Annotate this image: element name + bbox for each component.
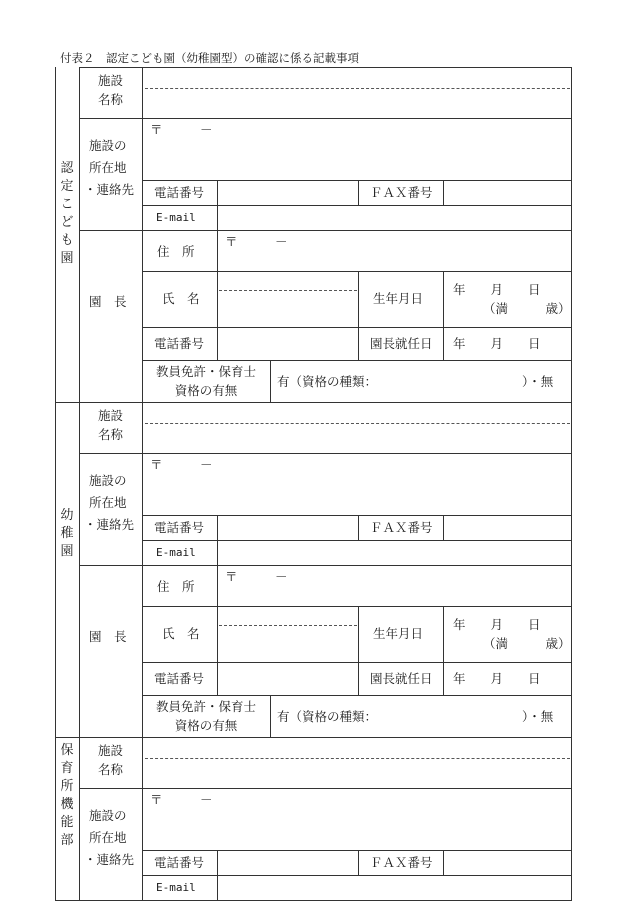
license-label: 資格の有無: [174, 718, 238, 733]
director-phone-label: 電話番号: [154, 336, 205, 351]
email-label: E-mail: [156, 546, 196, 559]
section-label-hoikusho-char: 部: [60, 833, 74, 848]
location-label: 施設の: [89, 808, 127, 823]
postal-dash: －: [275, 234, 288, 249]
section-label-kodomoen-char: 園: [60, 251, 74, 266]
license-answer-suffix: ）・無: [522, 374, 554, 389]
grid-line: [358, 515, 359, 540]
section-label-hoikusho-char: 所: [60, 779, 74, 794]
postal-mark: 〒: [150, 457, 163, 472]
appointed-label: 園長就任日: [370, 336, 433, 351]
grid-line: [142, 327, 572, 328]
director-name-write-line: [219, 290, 357, 291]
grid-line: [79, 788, 572, 789]
grid-line: [55, 737, 56, 900]
facility-name-write-line: [145, 758, 570, 759]
email-label: E-mail: [156, 211, 196, 224]
facility-name-label: 施設: [97, 743, 123, 758]
section-label-kodomoen-char: ど: [60, 215, 74, 230]
postal-mark: 〒: [150, 122, 163, 137]
grid-line: [142, 875, 572, 876]
grid-line: [79, 453, 572, 454]
grid-line: [358, 850, 359, 875]
section-label-kodomoen-char: こ: [60, 197, 74, 212]
location-label: 所在地: [89, 495, 127, 510]
section-label-kodomoen-char: も: [60, 233, 74, 248]
page-title: 付表２ 認定こども園（幼稚園型）の確認に係る記載事項: [60, 51, 359, 65]
grid-line: [142, 737, 143, 900]
grid-line: [358, 180, 359, 205]
grid-line: [142, 850, 572, 851]
grid-line: [142, 565, 143, 737]
grid-line: [55, 67, 56, 402]
grid-line: [142, 695, 572, 696]
grid-line: [571, 737, 572, 900]
grid-line: [571, 402, 572, 737]
license-answer: 有（資格の種類：: [277, 374, 378, 389]
fax-label: ＦＡＸ番号: [370, 520, 433, 535]
director-label: 園 長: [89, 629, 127, 644]
name-label: 氏 名: [162, 626, 200, 641]
grid-line: [79, 737, 80, 900]
postal-dash: －: [200, 792, 213, 807]
address-label: 住 所: [157, 579, 195, 594]
birthdate-ymd: 年 月 日: [453, 617, 541, 632]
license-label: 教員免許・保育士: [155, 364, 256, 379]
facility-name-label: 名称: [97, 92, 123, 107]
facility-name-write-line: [145, 423, 570, 424]
grid-line: [142, 402, 143, 565]
section-label-hoikusho-char: 機: [60, 797, 74, 812]
location-label: 施設の: [89, 473, 127, 488]
grid-line: [142, 67, 143, 230]
phone-label: 電話番号: [154, 520, 205, 535]
section-label-youchien-char: 幼: [60, 508, 74, 523]
grid-line: [142, 662, 572, 663]
appointed-ymd: 年 月 日: [453, 336, 541, 351]
grid-line: [142, 271, 572, 272]
postal-dash: －: [275, 569, 288, 584]
location-label: 施設の: [89, 138, 127, 153]
location-label: ・連絡先: [84, 182, 135, 197]
grid-line: [142, 360, 572, 361]
email-label: E-mail: [156, 881, 196, 894]
grid-line: [55, 900, 572, 901]
postal-dash: －: [200, 122, 213, 137]
location-label: 所在地: [89, 160, 127, 175]
appointed-label: 園長就任日: [370, 671, 433, 686]
director-phone-label: 電話番号: [154, 671, 205, 686]
fax-label: ＦＡＸ番号: [370, 185, 433, 200]
section-label-youchien-char: 稚: [60, 526, 74, 541]
phone-label: 電話番号: [154, 855, 205, 870]
grid-line: [79, 402, 572, 403]
age-label: （満 歳）: [483, 301, 571, 316]
grid-line: [79, 737, 572, 738]
grid-line: [55, 402, 56, 737]
grid-line: [79, 67, 572, 68]
grid-line: [79, 230, 572, 231]
address-label: 住 所: [157, 244, 195, 259]
grid-line: [142, 205, 572, 206]
license-answer-suffix: ）・無: [522, 709, 554, 724]
grid-line: [79, 67, 80, 402]
grid-line: [270, 695, 271, 737]
grid-line: [142, 230, 143, 402]
grid-line: [270, 360, 271, 402]
grid-line: [142, 540, 572, 541]
director-label: 園 長: [89, 294, 127, 309]
facility-name-label: 名称: [97, 762, 123, 777]
location-label: ・連絡先: [84, 852, 135, 867]
facility-name-write-line: [145, 88, 570, 89]
section-label-kodomoen-char: 定: [60, 179, 74, 194]
postal-dash: －: [200, 457, 213, 472]
birthdate-label: 生年月日: [373, 291, 424, 306]
location-label: ・連絡先: [84, 517, 135, 532]
section-label-youchien-char: 園: [60, 544, 74, 559]
facility-name-label: 名称: [97, 427, 123, 442]
grid-line: [142, 180, 572, 181]
grid-line: [79, 402, 80, 737]
postal-mark: 〒: [150, 792, 163, 807]
section-label-hoikusho-char: 育: [60, 761, 74, 776]
appointed-ymd: 年 月 日: [453, 671, 541, 686]
facility-name-label: 施設: [97, 73, 123, 88]
license-label: 教員免許・保育士: [155, 699, 256, 714]
postal-mark: 〒: [225, 569, 238, 584]
postal-mark: 〒: [225, 234, 238, 249]
grid-line: [79, 565, 572, 566]
facility-name-label: 施設: [97, 408, 123, 423]
grid-line: [358, 606, 359, 695]
director-name-write-line: [219, 625, 357, 626]
birthdate-ymd: 年 月 日: [453, 282, 541, 297]
section-label-hoikusho-char: 能: [60, 815, 74, 830]
grid-line: [142, 606, 572, 607]
phone-label: 電話番号: [154, 185, 205, 200]
name-label: 氏 名: [162, 291, 200, 306]
license-label: 資格の有無: [174, 383, 238, 398]
grid-line: [358, 271, 359, 360]
age-label: （満 歳）: [483, 636, 571, 651]
grid-line: [142, 515, 572, 516]
fax-label: ＦＡＸ番号: [370, 855, 433, 870]
location-label: 所在地: [89, 830, 127, 845]
grid-line: [571, 67, 572, 402]
section-label-hoikusho-char: 保: [60, 743, 74, 758]
grid-line: [79, 118, 572, 119]
license-answer: 有（資格の種類：: [277, 709, 378, 724]
birthdate-label: 生年月日: [373, 626, 424, 641]
section-label-kodomoen-char: 認: [60, 161, 74, 176]
